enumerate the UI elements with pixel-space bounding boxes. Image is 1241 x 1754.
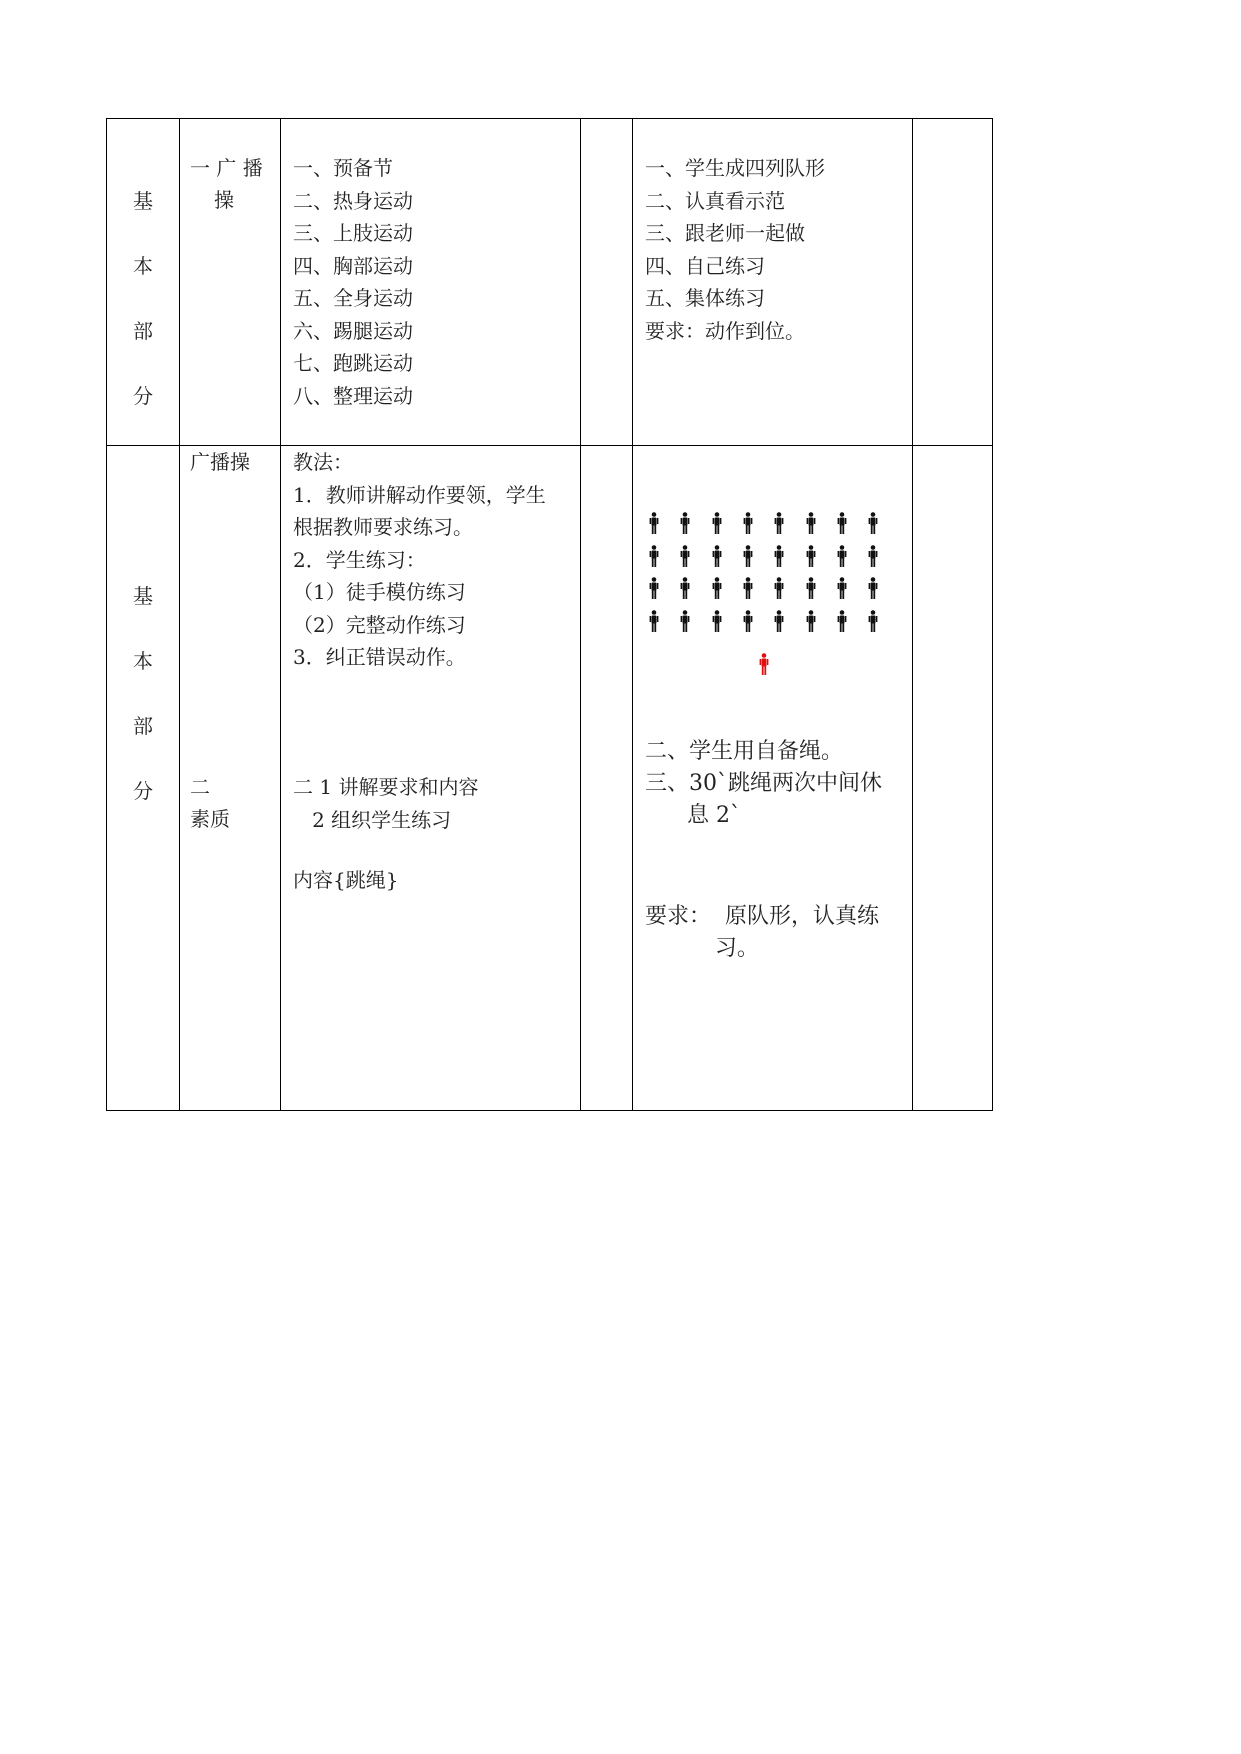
quality-list bbox=[293, 771, 478, 836]
list-item: 二、认真看示范 bbox=[645, 188, 785, 213]
list-item: 七、跑跳运动 bbox=[293, 351, 413, 375]
section-char: 分 bbox=[133, 779, 153, 803]
student-figure-icon bbox=[837, 545, 847, 567]
student-figure-icon bbox=[743, 577, 753, 599]
time-cell bbox=[581, 446, 633, 1111]
student-figure-icon bbox=[837, 577, 847, 599]
student-figure-icon bbox=[743, 545, 753, 567]
list-item: 一、预备节 bbox=[293, 156, 393, 180]
organization-cell bbox=[633, 446, 913, 1111]
student-figure-icon bbox=[712, 610, 722, 632]
section-char: 部 bbox=[133, 714, 153, 738]
notes-cell bbox=[913, 446, 993, 1111]
list-item: 2 组织学生练习 bbox=[293, 807, 452, 832]
list-item: 三、30`跳绳两次中间休 bbox=[645, 771, 882, 796]
student-figure-icon bbox=[712, 545, 722, 567]
student-figure-icon bbox=[806, 512, 816, 534]
item-cell bbox=[180, 446, 281, 1111]
list-item: （2）完整动作练习 bbox=[293, 612, 466, 637]
formation-diagram bbox=[649, 512, 885, 682]
list-item: 六、踢腿运动 bbox=[293, 318, 413, 343]
student-figure-icon bbox=[806, 545, 816, 567]
list-item: 二 1 讲解要求和内容 bbox=[293, 775, 479, 799]
list-item: 八、整理运动 bbox=[293, 383, 413, 408]
organization-list bbox=[645, 736, 882, 832]
student-figure-icon bbox=[837, 512, 847, 534]
section-char: 基 bbox=[133, 189, 153, 213]
student-figure-icon bbox=[774, 512, 784, 534]
method-list bbox=[293, 446, 546, 674]
student-figure-icon bbox=[649, 545, 659, 567]
student-figure-icon bbox=[680, 545, 690, 567]
list-item: 四、胸部运动 bbox=[293, 253, 413, 278]
organization-cell bbox=[633, 119, 913, 446]
list-item: （1）徒手模仿练习 bbox=[293, 580, 466, 604]
student-figure-icon bbox=[680, 577, 690, 599]
student-figure-icon bbox=[649, 512, 659, 534]
student-figure-icon bbox=[649, 577, 659, 599]
student-figure-icon bbox=[743, 610, 753, 632]
student-figure-icon bbox=[868, 545, 878, 567]
list-item: 三、上肢运动 bbox=[293, 221, 413, 245]
student-figure-icon bbox=[868, 610, 878, 632]
list-item: 2．学生练习： bbox=[293, 547, 426, 572]
item-cell bbox=[180, 119, 281, 446]
table-row bbox=[107, 446, 993, 1111]
organization-list bbox=[645, 152, 825, 347]
table-row bbox=[107, 119, 993, 446]
student-figure-icon bbox=[837, 610, 847, 632]
item-label: 一 广 播 bbox=[190, 156, 263, 180]
list-item: 要求：动作到位。 bbox=[645, 318, 805, 343]
section-label bbox=[107, 564, 179, 824]
item-label: 二 bbox=[190, 775, 210, 799]
section-char: 基 bbox=[133, 584, 153, 608]
section-char: 本 bbox=[133, 254, 153, 278]
student-figure-icon bbox=[649, 610, 659, 632]
list-item: 一、学生成四列队形 bbox=[645, 156, 825, 180]
content-cell bbox=[281, 446, 581, 1111]
teacher-figure-icon bbox=[759, 653, 769, 675]
notes-cell bbox=[913, 119, 993, 446]
list-item: 教法： bbox=[293, 450, 353, 474]
list-item: 五、集体练习 bbox=[645, 286, 765, 310]
section-char: 部 bbox=[133, 319, 153, 343]
student-figure-icon bbox=[712, 512, 722, 534]
list-item: 1．教师讲解动作要领，学生 bbox=[293, 482, 546, 507]
lesson-plan-table bbox=[106, 118, 993, 1111]
list-item: 息 2` bbox=[645, 803, 741, 828]
list-item: 三、跟老师一起做 bbox=[645, 221, 805, 245]
student-figure-icon bbox=[806, 610, 816, 632]
student-figure-icon bbox=[680, 512, 690, 534]
time-cell bbox=[581, 119, 633, 446]
student-figure-icon bbox=[868, 577, 878, 599]
list-item: 二、热身运动 bbox=[293, 188, 413, 213]
list-item: 二、学生用自备绳。 bbox=[645, 739, 844, 764]
student-figure-icon bbox=[774, 577, 784, 599]
student-figure-icon bbox=[774, 610, 784, 632]
student-figure-icon bbox=[712, 577, 722, 599]
requirement-text bbox=[645, 901, 879, 965]
list-item: 五、全身运动 bbox=[293, 286, 413, 310]
list-item: 根据教师要求练习。 bbox=[293, 515, 473, 539]
student-figure-icon bbox=[774, 545, 784, 567]
section-char: 分 bbox=[133, 384, 153, 408]
rope-content: 内容{跳绳} bbox=[293, 868, 399, 892]
requirement-line: 习。 bbox=[645, 936, 759, 961]
requirement-line: 要求： 原队形，认真练 bbox=[645, 904, 879, 929]
student-figure-icon bbox=[680, 610, 690, 632]
item-label: 操 bbox=[214, 188, 234, 212]
content-cell bbox=[281, 119, 581, 446]
section-cell bbox=[107, 119, 180, 446]
item-label: 素质 bbox=[190, 807, 230, 831]
section-char: 本 bbox=[133, 649, 153, 673]
student-figure-icon bbox=[868, 512, 878, 534]
list-item: 四、自己练习 bbox=[645, 253, 765, 278]
student-figure-icon bbox=[743, 512, 753, 534]
list-item: 3．纠正错误动作。 bbox=[293, 645, 466, 669]
section-cell bbox=[107, 446, 180, 1111]
section-label bbox=[107, 169, 179, 429]
content-list bbox=[293, 152, 413, 412]
student-figure-icon bbox=[806, 577, 816, 599]
item-label: 广播操 bbox=[190, 450, 250, 474]
